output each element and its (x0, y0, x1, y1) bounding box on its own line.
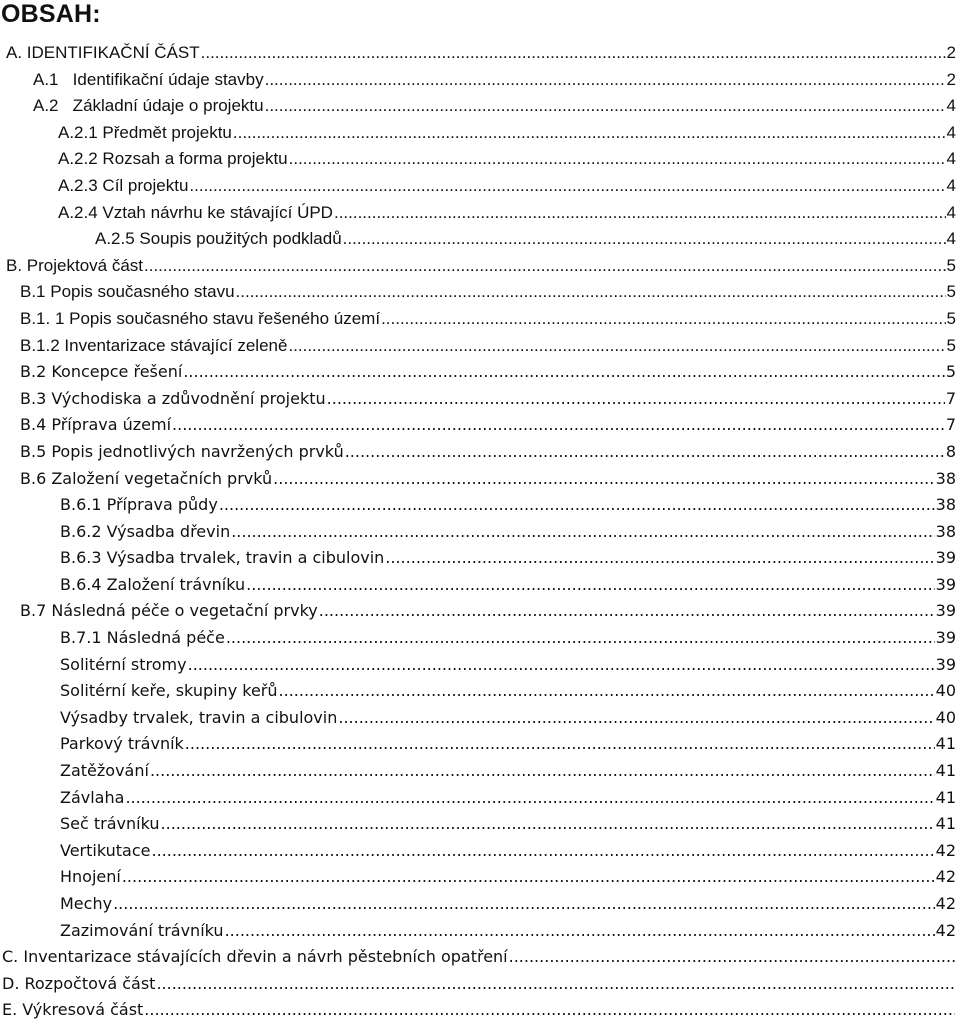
toc-entry[interactable] (0, 864, 960, 891)
toc-entry[interactable] (0, 492, 960, 519)
toc-dot-leader (113, 891, 935, 918)
toc-entry-label: Hnojení (60, 867, 121, 887)
toc-entry-page: 7 (945, 388, 956, 408)
toc-entry[interactable] (0, 226, 960, 253)
toc-entry-page: 4 (946, 149, 956, 169)
toc-dot-leader (319, 598, 935, 625)
toc-entry[interactable] (0, 838, 960, 865)
toc-entry-page: 5 (946, 308, 956, 328)
toc-entry-label: Solitérní stromy (60, 654, 187, 674)
toc-entry-label: A.2.5 Soupis použitých podkladů (95, 229, 342, 249)
toc-dot-leader (343, 226, 946, 253)
toc-dot-leader (236, 279, 946, 306)
toc-entry-page: 5 (945, 362, 956, 382)
toc-entry[interactable] (0, 40, 960, 67)
toc-entry-label: Vertikutace (60, 840, 151, 860)
toc-dot-leader (219, 492, 935, 519)
toc-entry-page: 38 (935, 468, 956, 488)
toc-entry-page: 4 (946, 202, 956, 222)
toc-entry-label: A.2.4 Vztah návrhu ke stávající ÚPD (58, 202, 333, 222)
toc-entry-label: B.1 Popis současného stavu (20, 282, 235, 302)
toc-dot-leader (289, 146, 946, 173)
toc-entry-label: Zazimování trávníku (60, 920, 224, 940)
toc-entry-page: 39 (935, 548, 956, 568)
toc-dot-leader (122, 864, 935, 891)
toc-entry-label: A.2 Základní údaje o projektu (33, 96, 264, 116)
toc-entry[interactable] (0, 67, 960, 94)
toc-entry-label: B.6.1 Příprava půdy (60, 495, 218, 515)
toc-dot-leader (225, 918, 935, 945)
toc-entry-page: 38 (935, 495, 956, 515)
toc-entry[interactable] (0, 279, 960, 306)
toc-entry-page: 39 (935, 601, 956, 621)
toc-entry-label: B.6.4 Založení trávníku (60, 574, 246, 594)
toc-entry-label: A.2.1 Předmět projektu (58, 122, 232, 142)
toc-entry[interactable] (0, 678, 960, 705)
toc-dot-leader (188, 652, 935, 679)
toc-entry[interactable] (0, 811, 960, 838)
toc-entry-label: E. Výkresová část (2, 1000, 144, 1020)
toc-entry[interactable] (0, 386, 960, 413)
toc-entry-label: B.1. 1 Popis současného stavu řešeného území (20, 308, 381, 328)
table-of-contents (0, 40, 960, 1024)
toc-entry-page: 41 (935, 761, 956, 781)
toc-dot-leader (233, 120, 946, 147)
toc-entry-page: 39 (935, 628, 956, 648)
toc-dot-leader (150, 758, 935, 785)
toc-entry-label: A.2.2 Rozsah a forma projektu (58, 149, 288, 169)
toc-entry-page: 8 (945, 441, 956, 461)
toc-dot-leader (144, 997, 955, 1024)
toc-entry-label: Zatěžování (60, 761, 149, 781)
toc-entry-label: B.7.1 Následná péče (60, 628, 225, 648)
toc-dot-leader (381, 306, 945, 333)
toc-entry-page: 41 (935, 814, 956, 834)
toc-entry-page: 4 (946, 229, 956, 249)
toc-dot-leader (265, 67, 946, 94)
toc-entry-label: A.2.3 Cíl projektu (58, 175, 189, 195)
toc-entry-label: Parkový trávník (60, 734, 184, 754)
toc-entry-page: 5 (946, 282, 956, 302)
toc-entry-label: B.1.2 Inventarizace stávající zeleně (20, 335, 288, 355)
toc-entry-label: A. IDENTIFIKAČNÍ ČÁST (6, 43, 200, 62)
toc-entry-page: 42 (935, 894, 956, 913)
toc-entry-label: B.7 Následná péče o vegetační prvky (20, 601, 318, 621)
toc-entry[interactable] (0, 705, 960, 732)
toc-entry-page: 2 (946, 69, 956, 89)
toc-entry[interactable] (0, 359, 960, 386)
toc-entry-page: 42 (935, 840, 956, 860)
toc-entry-label: B.6.2 Výsadba dřevin (60, 521, 231, 541)
page-title: OBSAH: (1, 0, 101, 28)
toc-entry[interactable] (0, 412, 960, 439)
toc-dot-leader (189, 173, 945, 200)
toc-dot-leader (125, 785, 934, 812)
toc-entry-label: Mechy (60, 894, 113, 913)
toc-entry-page: 39 (935, 654, 956, 674)
toc-entry[interactable] (0, 306, 960, 333)
toc-entry[interactable] (0, 997, 960, 1024)
toc-entry-label: B.3 Východiska a zdůvodnění projektu (20, 388, 326, 408)
toc-entry[interactable] (0, 598, 960, 625)
toc-entry-page: 4 (946, 96, 956, 116)
toc-dot-leader (385, 545, 934, 572)
toc-entry-label: A.1 Identifikační údaje stavby (33, 69, 264, 89)
toc-entry[interactable] (0, 200, 960, 227)
toc-dot-leader (183, 359, 945, 386)
toc-entry-page: 41 (935, 787, 956, 807)
toc-entry[interactable] (0, 758, 960, 785)
toc-entry[interactable] (0, 891, 960, 918)
toc-dot-leader (172, 412, 945, 439)
toc-dot-leader (288, 333, 945, 360)
toc-entry[interactable] (0, 572, 960, 599)
toc-dot-leader (144, 253, 946, 280)
toc-entry-label: Závlaha (60, 787, 125, 807)
toc-entry-label: B.6 Založení vegetačních prvků (20, 468, 273, 488)
toc-entry[interactable] (0, 519, 960, 546)
toc-dot-leader (509, 944, 955, 971)
toc-entry-page: 5 (946, 255, 956, 275)
toc-entry-page: 7 (945, 415, 956, 435)
toc-entry-page: 4 (946, 175, 956, 195)
toc-entry-label: B.4 Příprava území (20, 415, 172, 435)
toc-dot-leader (156, 971, 955, 998)
toc-entry[interactable] (0, 120, 960, 147)
toc-dot-leader (246, 572, 935, 599)
toc-entry-label: Seč trávníku (60, 814, 160, 834)
toc-dot-leader (231, 519, 934, 546)
toc-entry-page: 5 (946, 335, 956, 355)
toc-entry-label: B.2 Koncepce řešení (20, 362, 183, 382)
toc-dot-leader (265, 93, 946, 120)
toc-entry[interactable] (0, 545, 960, 572)
toc-entry[interactable] (0, 333, 960, 360)
toc-dot-leader (161, 811, 935, 838)
toc-entry-page: 40 (935, 707, 956, 727)
toc-entry-page: 41 (935, 734, 956, 754)
toc-dot-leader (279, 678, 935, 705)
toc-entry-label: C. Inventarizace stávajících dřevin a návrh pěstebních opatření (2, 947, 508, 967)
toc-entry[interactable] (0, 918, 960, 945)
toc-entry-page: 38 (935, 521, 956, 541)
toc-entry-page: 2 (946, 43, 956, 62)
toc-dot-leader (226, 625, 935, 652)
toc-entry[interactable] (0, 93, 960, 120)
toc-entry[interactable] (0, 466, 960, 493)
toc-entry-label: B.6.3 Výsadba trvalek, travin a cibulovin (60, 548, 385, 568)
toc-entry-page: 4 (946, 122, 956, 142)
toc-dot-leader (273, 466, 934, 493)
toc-entry-label: Solitérní keře, skupiny keřů (60, 681, 278, 701)
toc-entry[interactable] (0, 146, 960, 173)
toc-entry[interactable] (0, 625, 960, 652)
toc-dot-leader (201, 40, 946, 67)
toc-entry[interactable] (0, 253, 960, 280)
toc-entry[interactable] (0, 173, 960, 200)
toc-dot-leader (334, 200, 946, 227)
toc-dot-leader (185, 731, 935, 758)
toc-entry[interactable] (0, 971, 960, 998)
toc-dot-leader (327, 386, 945, 413)
toc-entry[interactable] (0, 785, 960, 812)
toc-entry[interactable] (0, 944, 960, 971)
toc-entry-page: 39 (935, 574, 956, 594)
toc-entry-label: D. Rozpočtová část (2, 973, 156, 993)
toc-entry[interactable] (0, 731, 960, 758)
toc-entry-page: 42 (935, 867, 956, 887)
toc-dot-leader (338, 705, 934, 732)
toc-entry[interactable] (0, 439, 960, 466)
toc-entry-page: 42 (935, 920, 956, 940)
toc-dot-leader (151, 838, 934, 865)
toc-entry-label: B. Projektová část (6, 255, 144, 275)
toc-entry-label: B.5 Popis jednotlivých navržených prvků (20, 441, 344, 461)
toc-entry[interactable] (0, 652, 960, 679)
toc-entry-label: Výsadby trvalek, travin a cibulovin (60, 707, 338, 727)
toc-dot-leader (345, 439, 945, 466)
toc-entry-page: 40 (935, 681, 956, 701)
